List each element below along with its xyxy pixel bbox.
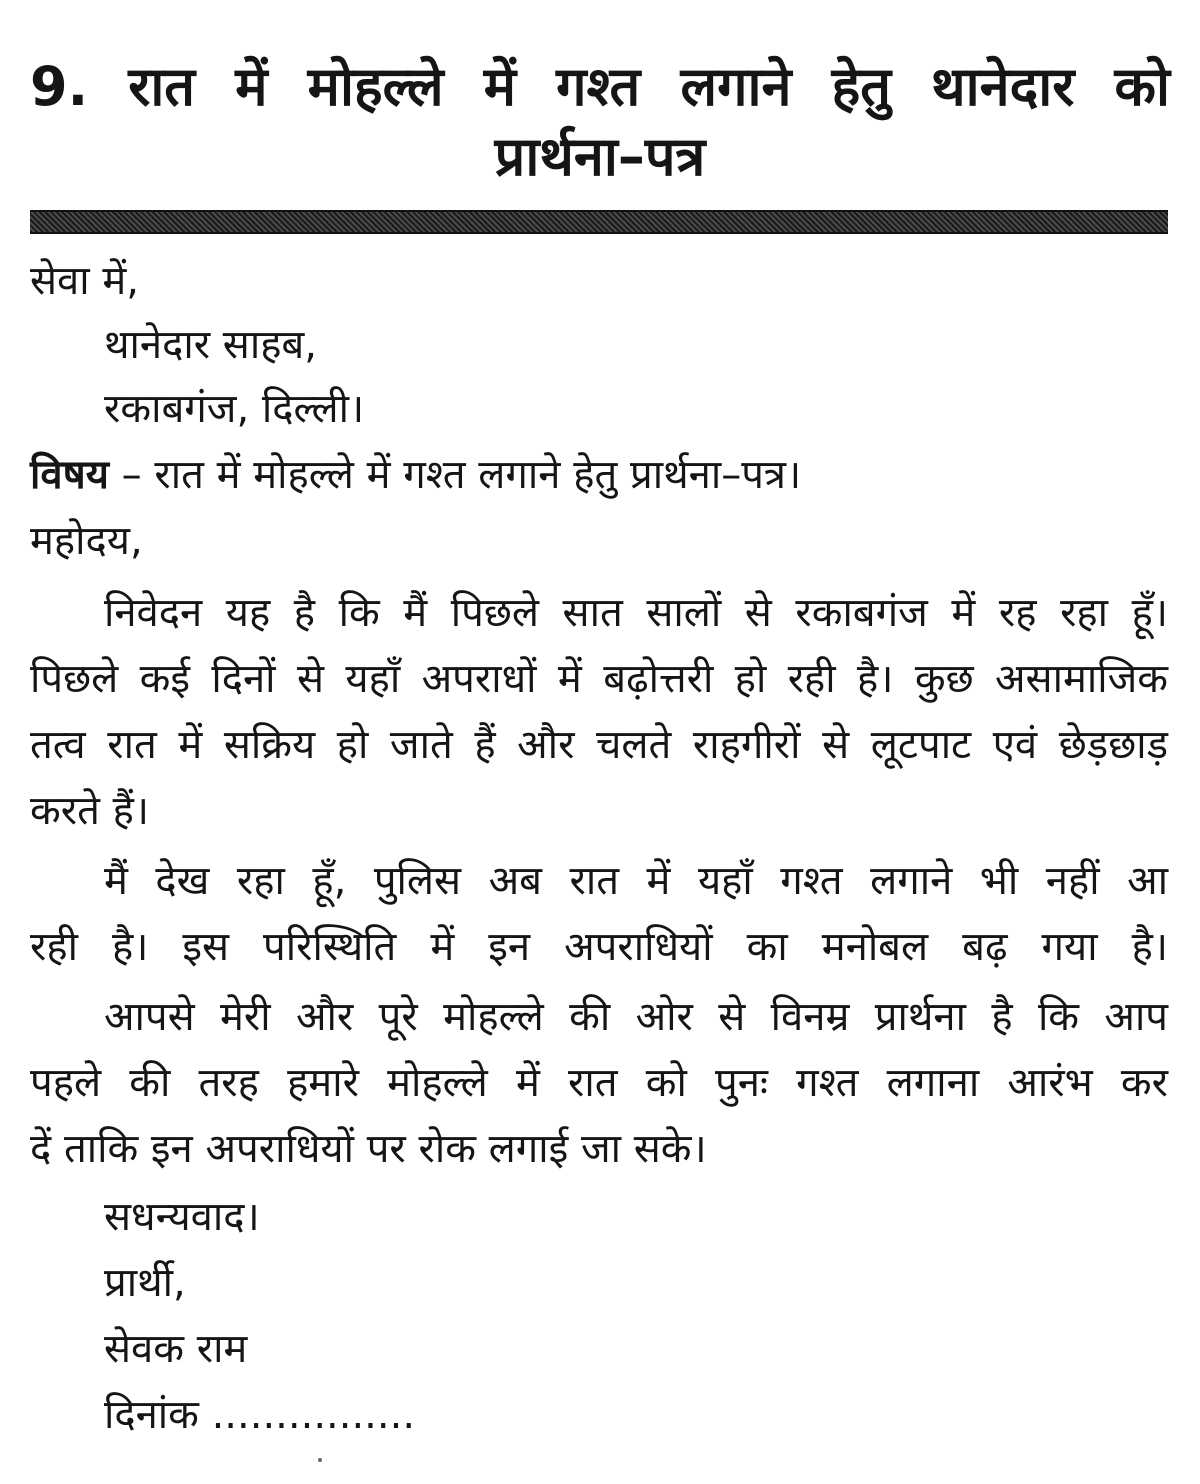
thanks-line: सधन्यवाद। bbox=[104, 1194, 260, 1240]
title-line-2: प्रार्थना–पत्र bbox=[494, 125, 706, 188]
para2-line-2: रही है। इस परिस्थिति में इन अपराधियों का मनोबल बढ़ गया है। bbox=[30, 924, 1168, 970]
recipient: थानेदार साहब, bbox=[104, 322, 317, 368]
title-line-1: 9. रात में मोहल्ले में गश्त लगाने हेतु थानेदार को bbox=[30, 55, 1170, 118]
subject-label: विषय bbox=[30, 452, 109, 498]
para3-line-3: दें ताकि इन अपराधियों पर रोक लगाई जा सके। bbox=[30, 1126, 707, 1172]
date-line: दिनांक ................ bbox=[104, 1392, 416, 1438]
title-divider bbox=[30, 210, 1168, 234]
para1-line-3: तत्व रात में सक्रिय हो जाते हैं और चलते राहगीरों से लूटपाट एवं छेड़छाड़ bbox=[30, 722, 1168, 768]
para2-line-1: मैं देख रहा हूँ, पुलिस अब रात में यहाँ गश्त लगाने भी नहीं आ bbox=[104, 858, 1168, 904]
applicant-name: सेवक राम bbox=[104, 1326, 248, 1372]
subject-text: – रात में मोहल्ले में गश्त लगाने हेतु प्रार्थना–पत्र। bbox=[108, 452, 802, 498]
subject-line bbox=[30, 446, 801, 504]
para1-line-1: निवेदन यह है कि मैं पिछले सात सालों से रकाबगंज में रह रहा हूँ। bbox=[104, 590, 1168, 636]
para1-line-4: करते हैं। bbox=[30, 788, 149, 834]
para1-line-2: पिछले कई दिनों से यहाँ अपराधों में बढ़ोत्तरी हो रही है। कुछ असामाजिक bbox=[30, 656, 1168, 702]
scan-speck bbox=[318, 1458, 322, 1462]
salutation-to: सेवा में, bbox=[30, 258, 139, 304]
applicant-label: प्रार्थी, bbox=[104, 1260, 186, 1306]
para3-line-1: आपसे मेरी और पूरे मोहल्ले की ओर से विनम्र प्रार्थना है कि आप bbox=[104, 994, 1168, 1040]
para3-line-2: पहले की तरह हमारे मोहल्ले में रात को पुनः गश्त लगाना आरंभ कर bbox=[30, 1060, 1168, 1106]
greeting: महोदय, bbox=[30, 518, 143, 564]
recipient-address: रकाबगंज, दिल्ली। bbox=[104, 386, 365, 432]
